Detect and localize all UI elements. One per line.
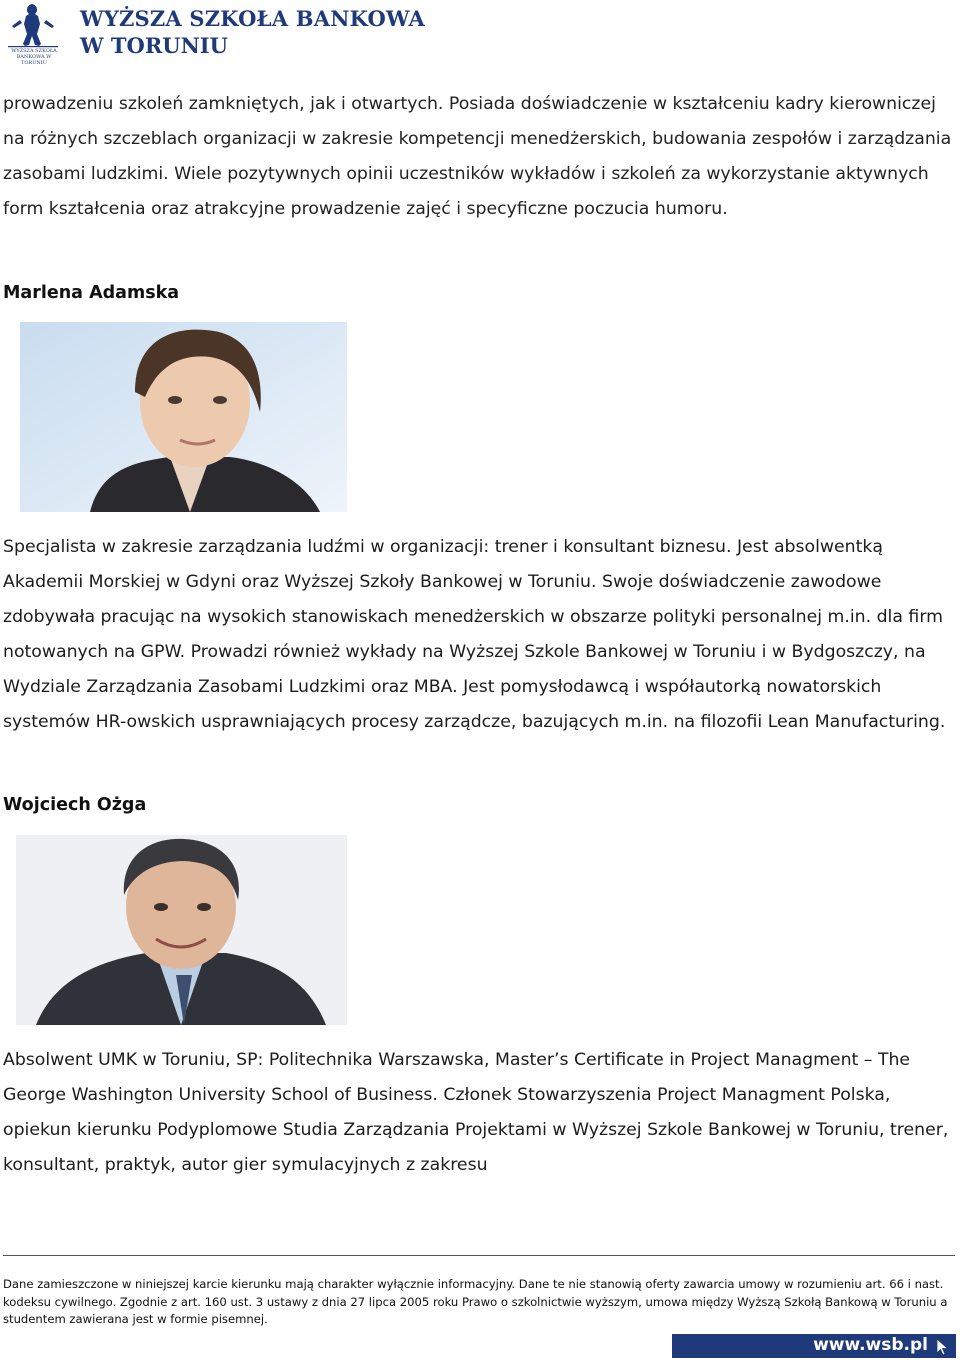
footer-divider (3, 1255, 955, 1256)
page-header (0, 0, 960, 66)
website-banner[interactable] (672, 1334, 956, 1358)
portrait-photo-adamska (20, 322, 347, 512)
bio-adamska: Specjalista w zakresie zarządzania ludźmi w organizacji: trener i konsultant biznesu. Jest absolwentką Akademii Morskiej w Gdyni oraz Wyższej Szkoły Bankowej w Toruniu. Swoje doświadczenie zawodowe zdobywała pracując na wysokich stanowiskach menedżerskich w obszarze polityki personalnej m.in. dla firm notowanych na GPW. Prowadzi również wykłady na Wyższej Szkole Bankowej w Toruniu i w Bydgoszczy, na Wydziale Zarządzania Zasobami Ludzkimi oraz MBA. Jest pomysłodawcą i współautorką nowatorskich systemów HR-owskich usprawniających procesy zarządcze, bazujących m.in. na filozofii Lean Manufacturing. (3, 537, 946, 732)
website-link[interactable]: www.wsb.pl (813, 1335, 928, 1355)
portrait-photo-ozga (16, 835, 347, 1025)
footer-disclaimer: Dane zamieszczone w niniejszej karcie kierunku mają charakter wyłącznie informacyjny. Dane te nie stanowią oferty zawarcia umowy w rozumieniu art. 66 i nast. kodeksu cywilnego. Zgodnie z art. 160 ust. 3 ustawy z dnia 27 lipca 2005 roku Prawo o szkolnictwie wyższym, umowa między Wyższą Szkołą Bankową w Toruniu a studentem zawierana jest w formie pisemnej. (3, 1277, 948, 1326)
bio-ozga: Absolwent UMK w Toruniu, SP: Politechnika Warszawska, Master’s Certificate in Project Managment – The George Washington University School of Business. Członek Stowarzyszenia Project Managment Polska, opiekun kierunku Podyplomowe Studia Zarządzania Projektami w Wyższej Szkole Bankowej w Toruniu, trener, konsultant, praktyk, autor gier symulacyjnych z zakresu (3, 1050, 949, 1175)
logo-title-line2: W TORUNIU (80, 33, 228, 58)
cursor-arrow-icon (936, 1338, 950, 1356)
intro-paragraph: prowadzeniu szkoleń zamkniętych, jak i otwartych. Posiada doświadczenie w kształceniu kadry kierowniczej na różnych szczeblach organizacji w zakresie kompetencji menedżerskich, budowania zespołów i zarządzania zasobami ludzkimi. Wiele pozytywnych opinii uczestników wykładów i szkoleń za wykorzystanie aktywnych form kształcenia oraz atrakcyjne prowadzenie zajęć i specyficzne poczucia humoru. (3, 94, 952, 219)
logo-small-caption: WYŻSZA SZKOŁA BANKOWA W TORUNIU (11, 48, 57, 66)
logo-title-line1: WYŻSZA SZKOŁA BANKOWA (80, 6, 425, 31)
person-name-adamska: Marlena Adamska (3, 283, 180, 303)
person-name-ozga: Wojciech Ożga (3, 795, 147, 815)
